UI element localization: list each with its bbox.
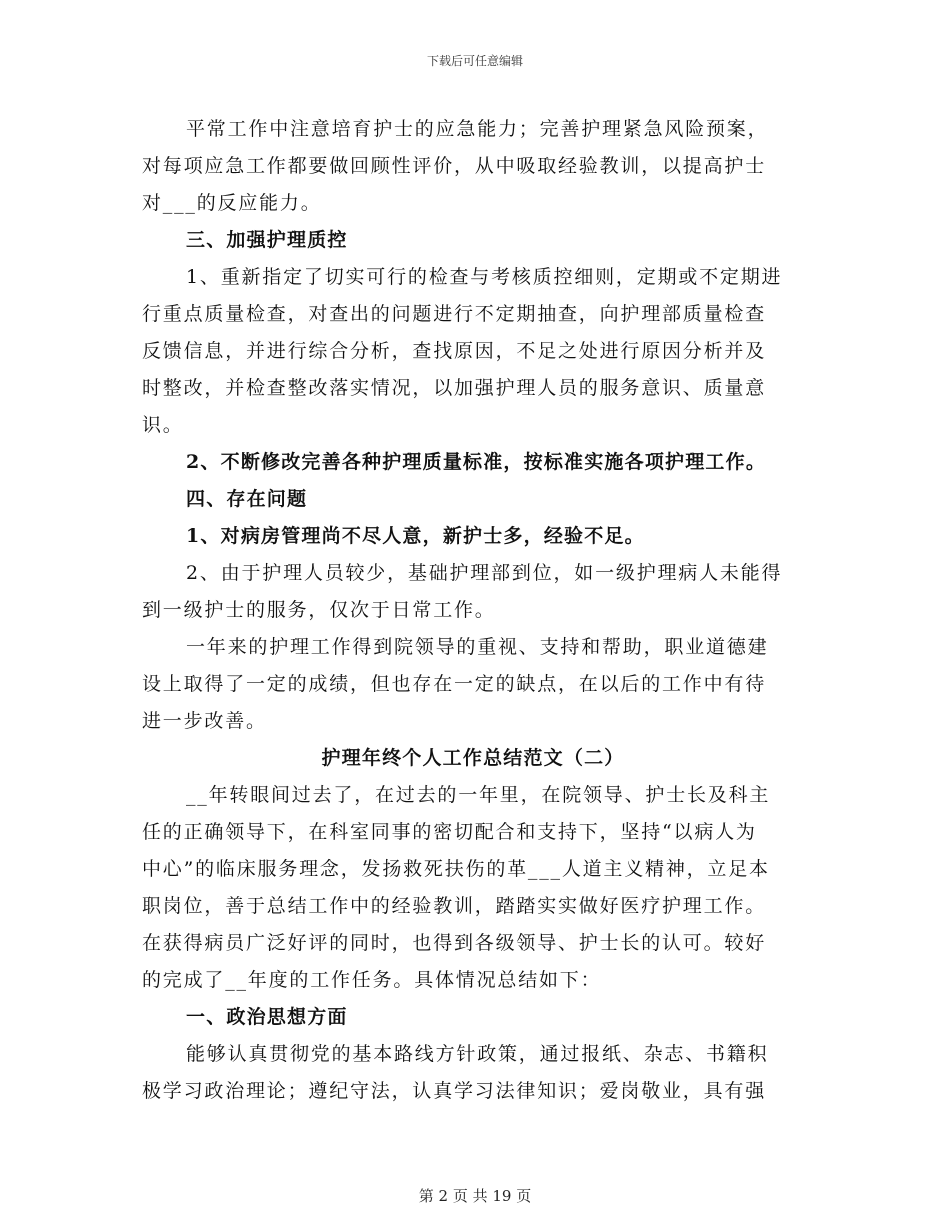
paragraph-line: 时整改，并检查整改落实情况，以加强护理人员的服务意识、质量意 <box>142 377 767 399</box>
paragraph-line: 一年来的护理工作得到院领导的重视、支持和帮助，职业道德建 <box>186 636 769 658</box>
bold-statement: 1、对病房管理尚不尽人意，新护士多，经验不足。 <box>186 525 645 547</box>
page-number: 第 2 页 共 19 页 <box>418 1187 532 1205</box>
section-heading: 四、存在问题 <box>186 488 308 510</box>
section-heading: 三、加强护理质控 <box>186 229 348 251</box>
paragraph-line: 反馈信息，并进行综合分析，查找原因，不足之处进行原因分析并及 <box>142 340 767 362</box>
paragraph-line: 平常工作中注意培育护士的应急能力；完善护理紧急风险预案， <box>186 118 769 140</box>
paragraph-line: 在获得病员广泛好评的同时，也得到各级领导、护士长的认可。较好 <box>142 932 767 954</box>
paragraph-line: 进一步改善。 <box>142 710 267 732</box>
paragraph-line: __年转眼间过去了，在过去的一年里，在院领导、护士长及科主 <box>186 784 771 806</box>
paragraph-line: 识。 <box>142 414 184 436</box>
paragraph-line: 1、重新指定了切实可行的检查与考核质控细则，定期或不定期进 <box>186 266 783 288</box>
paragraph-line: 任的正确领导下，在科室同事的密切配合和支持下，坚持“以病人为 <box>142 821 757 843</box>
document-body <box>142 111 804 1110</box>
paragraph-line: 对___的反应能力。 <box>142 192 322 214</box>
paragraph-line: 职岗位，善于总结工作中的经验教训，踏踏实实做好医疗护理工作。 <box>142 895 767 917</box>
paragraph-line: 的完成了__年度的工作任务。具体情况总结如下： <box>142 969 602 991</box>
paragraph-line: 2、由于护理人员较少，基础护理部到位，如一级护理病人未能得 <box>186 562 783 584</box>
paragraph-line: 设上取得了一定的成绩，但也存在一定的缺点，在以后的工作中有待 <box>142 673 767 695</box>
article-title: 护理年终个人工作总结范文（二） <box>321 747 625 769</box>
paragraph-line: 极学习政治理论；遵纪守法，认真学习法律知识；爱岗敬业，具有强 <box>142 1080 767 1102</box>
bold-statement: 2、不断修改完善各种护理质量标准，按标准实施各项护理工作。 <box>186 451 767 473</box>
page-header: 下载后可任意编辑 <box>426 54 523 68</box>
paragraph-line: 对每项应急工作都要做回顾性评价，从中吸取经验教训，以提高护士 <box>142 155 767 177</box>
paragraph-line: 能够认真贯彻党的基本路线方针政策，通过报纸、杂志、书籍积 <box>186 1043 769 1065</box>
paragraph-line: 中心”的临床服务理念，发扬救死扶伤的革___人道主义精神，立足本 <box>142 858 770 880</box>
paragraph-line: 到一级护士的服务，仅次于日常工作。 <box>142 599 496 621</box>
paragraph-line: 行重点质量检查，对查出的问题进行不定期抽查，向护理部质量检查 <box>142 303 767 325</box>
section-heading: 一、政治思想方面 <box>186 1006 348 1028</box>
